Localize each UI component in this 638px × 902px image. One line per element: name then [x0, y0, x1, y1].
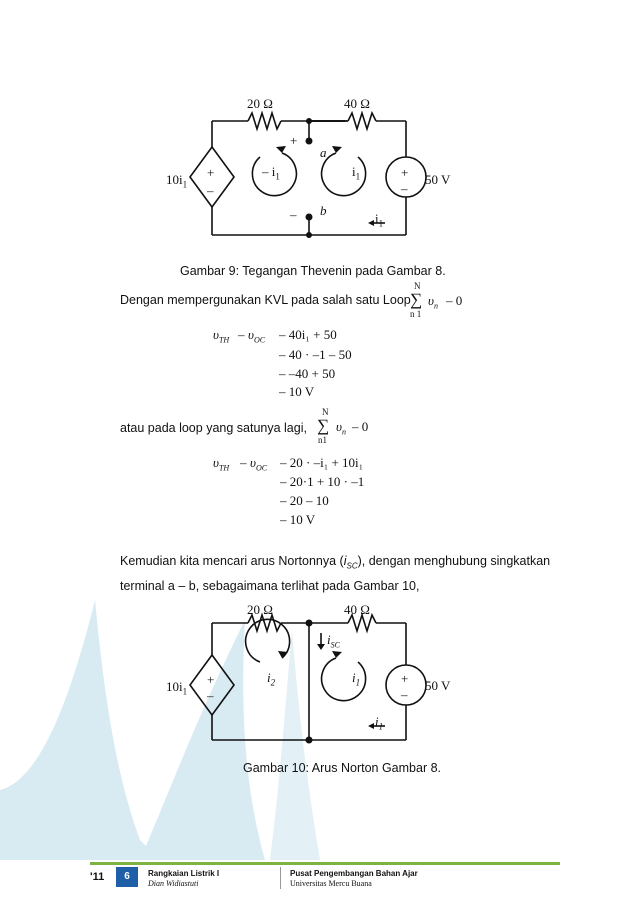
fig9-voltage-source-label: 50 V — [425, 172, 451, 187]
norton-paragraph-line-1: Kemudian kita mencari arus Nortonnya $(i_{SC})$, dengan menghubung singkatkan — [120, 554, 551, 571]
caption-figure-10: Gambar 10: Arus Norton Gambar 8. — [243, 761, 442, 775]
caption-figure-9: Gambar 9: Tegangan Thevenin pada Gambar 8. — [180, 264, 446, 278]
sum2-symbol: ∑ — [317, 416, 330, 435]
eq2-line-3: – 20 – 10 — [280, 493, 329, 508]
eq2-minus: – — [240, 455, 247, 470]
fig10-dep-minus: – — [207, 688, 214, 703]
page-footer — [90, 862, 560, 891]
fig9-terminal-a: a — [320, 145, 327, 160]
footer-center-title: Pusat Pengembangan Bahan Ajar — [290, 869, 418, 878]
fig9-branch-current: $i_1$ — [375, 211, 384, 229]
sum-symbol: ∑ — [410, 290, 423, 309]
figure-9-circuit — [140, 85, 480, 245]
fig10-dep-plus: + — [207, 672, 215, 687]
fig10-loop2-current: $i_1$ — [352, 670, 361, 688]
footer-university: Universitas Mercu Buana — [290, 879, 372, 888]
sum2-upper-limit: N — [322, 407, 329, 417]
loop2-intro-text: atau pada loop yang satunya lagi, — [120, 421, 307, 435]
eq2-line-2: – 20·1 + 10 · –1 — [280, 474, 365, 489]
eq2-line-1: – 20 · –i₁ + 10i₁ — [280, 455, 364, 470]
fig9-vsrc-minus: – — [401, 181, 408, 196]
fig9-loop2-current: $i_1$ — [352, 164, 361, 182]
fig9-dep-minus: – — [207, 183, 214, 198]
footer-divider — [280, 867, 281, 889]
footer-course: Rangkaian Listrik I — [148, 869, 220, 878]
fig9-terminal-plus: + — [290, 133, 298, 148]
eq1-line-2: – 40 · –1 – 50 — [279, 347, 352, 362]
sum-lower-limit: n 1 — [410, 309, 422, 319]
eq2-mid: $\upsilon_{OC}$ — [250, 455, 268, 473]
footer-year: '11 — [90, 871, 105, 883]
sum-upper-limit: N — [414, 281, 421, 291]
sum2-rhs: – 0 — [352, 419, 369, 434]
fig9-dep-plus: + — [207, 165, 215, 180]
fig10-branch-current: $i_1$ — [375, 714, 384, 732]
fig10-vsrc-plus: + — [401, 671, 409, 686]
eq1-mid: $\upsilon_{OC}$ — [248, 327, 266, 345]
sum-rhs: – 0 — [446, 293, 463, 308]
eq2-line-4: – 10 V — [280, 512, 316, 527]
sum2-body: $\upsilon_n$ — [336, 419, 346, 437]
eq1-line-4: – 10 V — [279, 384, 315, 399]
fig10-resistor-2-label: 40 Ω — [344, 602, 370, 617]
fig10-voltage-source-label: 50 V — [425, 678, 451, 693]
eq1-lhs: $\upsilon_{TH}$ — [213, 327, 230, 345]
footer-author: Dian Widiastuti — [148, 879, 199, 888]
fig10-dependent-source-label: $10i_1$ — [166, 679, 188, 697]
eq1-line-3: – –40 + 50 — [279, 366, 336, 381]
eq2-lhs: $\upsilon_{TH}$ — [213, 455, 230, 473]
norton-paragraph-line-2: terminal a – b, sebagaimana terlihat pada Gambar 10, — [120, 579, 420, 593]
fig10-vsrc-minus: – — [401, 687, 408, 702]
sum2-lower-limit: n1 — [318, 435, 327, 445]
fig9-terminal-minus: – — [290, 207, 297, 222]
fig9-loop1-current: – $i_1$ — [262, 164, 280, 182]
footer-page-number: 6 — [116, 867, 138, 887]
sum-body: $\upsilon_n$ — [428, 293, 438, 311]
fig9-resistor-1-label: 20 Ω — [247, 96, 273, 111]
kvl-intro-text: Dengan mempergunakan KVL pada salah satu Loop — [120, 293, 411, 307]
fig9-resistor-2-label: 40 Ω — [344, 96, 370, 111]
fig9-vsrc-plus: + — [401, 165, 409, 180]
fig10-loop1-current: $i_2$ — [267, 670, 276, 688]
fig9-dependent-source-label: $10i_1$ — [166, 172, 188, 190]
fig10-resistor-1-label: 20 Ω — [247, 602, 273, 617]
eq1-minus: – — [238, 327, 245, 342]
eq1-line-1: – 40i₁ + 50 — [279, 327, 337, 342]
fig10-isc-label: $i_{SC}$ — [327, 632, 340, 650]
fig9-terminal-b: b — [320, 203, 327, 218]
